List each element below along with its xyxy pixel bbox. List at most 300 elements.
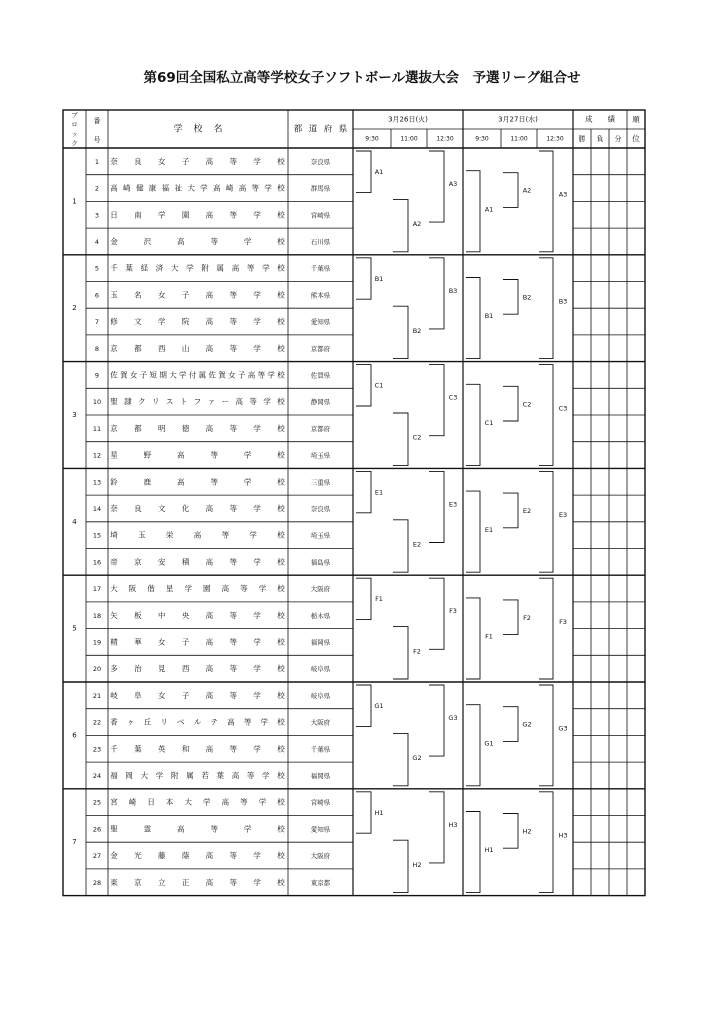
svg-text:大: 大 [140, 770, 149, 780]
bracket-game1-day2 [466, 491, 480, 572]
svg-text:治: 治 [134, 664, 142, 674]
bracket-game2-day2 [503, 173, 518, 208]
svg-text:高: 高 [205, 851, 214, 861]
school-name [110, 476, 285, 486]
game-label: A3 [558, 190, 568, 199]
svg-text:高: 高 [235, 397, 243, 407]
school-number: 1 [94, 157, 100, 166]
svg-text:立: 立 [157, 877, 166, 887]
bracket-game1 [356, 471, 371, 512]
svg-text:栄: 栄 [165, 530, 174, 540]
svg-text:都: 都 [134, 423, 142, 433]
svg-text:校: 校 [277, 156, 285, 166]
svg-text:高: 高 [193, 530, 202, 540]
school-name [110, 530, 285, 540]
bracket-game1-day2 [466, 384, 480, 465]
bracket-game2-day2 [503, 814, 518, 849]
svg-text:高: 高 [205, 664, 214, 674]
svg-text:校: 校 [277, 423, 285, 433]
svg-text:本: 本 [165, 797, 174, 807]
svg-text:女: 女 [157, 690, 166, 700]
svg-text:埼: 埼 [110, 530, 118, 540]
svg-text:鈴: 鈴 [110, 477, 118, 487]
svg-text:奈: 奈 [110, 156, 118, 166]
svg-text:高: 高 [205, 690, 214, 700]
svg-text:福: 福 [161, 183, 170, 193]
svg-text:沢: 沢 [143, 236, 152, 246]
game-label: G1 [484, 739, 494, 748]
school-prefecture: 埼玉県 [310, 531, 331, 540]
svg-text:テ: テ [210, 717, 218, 727]
game-label: B3 [448, 286, 458, 295]
header-time: 12:30 [546, 135, 564, 143]
school-number: 25 [92, 798, 102, 807]
bracket-game1-day2 [466, 705, 480, 786]
svg-text:学: 学 [253, 503, 261, 513]
school-name [110, 717, 285, 727]
svg-text:高: 高 [177, 477, 185, 487]
header-win: 勝 [578, 135, 586, 143]
school-prefecture: 福岡県 [310, 638, 331, 647]
svg-text:積: 積 [181, 557, 190, 567]
school-number: 17 [92, 585, 102, 594]
svg-text:高: 高 [238, 183, 247, 193]
svg-text:付: 付 [188, 370, 197, 380]
game-label: B2 [522, 293, 532, 302]
svg-text:学: 学 [186, 263, 194, 273]
svg-text:校: 校 [277, 290, 285, 300]
svg-text:等: 等 [229, 690, 238, 700]
school-name [110, 583, 285, 593]
svg-text:野: 野 [143, 450, 152, 460]
svg-text:ク: ク [138, 397, 146, 407]
school-name [110, 423, 285, 433]
svg-text:等: 等 [240, 584, 248, 594]
block-number: 3 [72, 411, 77, 419]
school-prefecture: 宮崎県 [310, 211, 331, 220]
svg-text:等: 等 [257, 370, 266, 380]
svg-text:学: 学 [157, 210, 166, 220]
svg-text:属: 属 [216, 263, 225, 273]
svg-text:校: 校 [277, 877, 285, 887]
school-prefecture: 栃木県 [310, 611, 331, 620]
svg-text:校: 校 [277, 797, 285, 807]
svg-text:等: 等 [229, 503, 238, 513]
svg-text:南: 南 [134, 210, 142, 220]
svg-text:学: 学 [260, 717, 269, 727]
header-block-label: ロ [71, 120, 78, 129]
svg-text:等: 等 [229, 423, 238, 433]
school-prefecture: 大阪府 [310, 852, 331, 861]
svg-text:子: 子 [181, 690, 190, 700]
header-school-label [173, 123, 222, 135]
svg-text:多: 多 [110, 664, 118, 674]
bracket-game3 [429, 685, 444, 756]
bracket-game3 [429, 578, 444, 649]
svg-text:子: 子 [139, 370, 148, 380]
svg-text:属: 属 [198, 370, 207, 380]
svg-text:等: 等 [246, 263, 255, 273]
svg-text:岡: 岡 [125, 770, 133, 780]
svg-text:道: 道 [308, 124, 318, 135]
header-block-label: ッ [71, 130, 78, 138]
header-num-label: 号 [93, 136, 101, 144]
svg-text:板: 板 [134, 610, 142, 620]
school-prefecture: 千葉県 [310, 264, 331, 273]
school-name [110, 610, 285, 620]
svg-text:等: 等 [229, 557, 238, 567]
school-prefecture: 千葉県 [310, 745, 331, 754]
svg-text:園: 園 [181, 210, 190, 220]
bracket-game2 [393, 627, 408, 679]
svg-text:崎: 崎 [225, 183, 234, 193]
game-label: G2 [522, 720, 532, 729]
school-prefecture: 福岡県 [310, 771, 331, 780]
svg-text:女: 女 [157, 290, 166, 300]
svg-text:等: 等 [210, 824, 218, 834]
school-name [110, 823, 285, 833]
svg-text:学: 学 [253, 637, 261, 647]
school-number: 14 [92, 504, 102, 513]
bracket-game3 [429, 471, 444, 542]
game-label: E3 [448, 500, 458, 509]
school-name [110, 289, 285, 299]
svg-text:大: 大 [110, 584, 118, 594]
svg-text:鹿: 鹿 [143, 477, 152, 487]
school-number: 20 [92, 665, 102, 674]
block-number: 1 [72, 197, 77, 206]
game-label: A1 [374, 168, 384, 177]
game-label: E3 [558, 511, 568, 520]
svg-text:等: 等 [210, 450, 218, 460]
svg-text:学: 学 [179, 370, 187, 380]
svg-text:玉: 玉 [138, 530, 146, 540]
svg-text:聖: 聖 [110, 397, 118, 407]
header-draw: 分 [614, 135, 622, 143]
school-number: 6 [94, 291, 100, 300]
game-label: C3 [448, 393, 458, 402]
svg-text:華: 華 [134, 637, 142, 647]
school-prefecture: 三重県 [310, 478, 331, 487]
svg-text:校: 校 [277, 343, 285, 353]
svg-text:隷: 隷 [124, 397, 132, 407]
school-number: 22 [92, 718, 102, 727]
game-label: H1 [374, 808, 384, 817]
game-label: B1 [374, 274, 384, 283]
svg-text:等: 等 [249, 397, 257, 407]
svg-text:学: 学 [249, 530, 257, 540]
bracket-game2 [393, 520, 408, 572]
svg-text:高: 高 [227, 717, 235, 727]
svg-text:大: 大 [187, 183, 195, 193]
svg-text:名: 名 [213, 124, 223, 135]
school-number: 28 [92, 878, 102, 887]
svg-text:等: 等 [229, 637, 238, 647]
school-prefecture: 京都府 [310, 424, 331, 433]
school-prefecture: 熊本県 [310, 291, 331, 300]
game-label: C3 [558, 404, 568, 413]
school-name [110, 450, 285, 460]
game-label: H1 [484, 846, 494, 855]
svg-text:高: 高 [205, 877, 214, 887]
school-name [110, 236, 285, 246]
game-label: A2 [412, 220, 422, 229]
svg-text:宮: 宮 [110, 797, 118, 807]
school-prefecture: 奈良県 [310, 157, 331, 166]
school-number: 19 [92, 638, 102, 647]
svg-text:崎: 崎 [128, 797, 137, 807]
game-label: F1 [375, 595, 383, 604]
school-prefecture: 岐阜県 [310, 691, 331, 700]
game-label: F2 [523, 613, 531, 622]
svg-text:女: 女 [157, 156, 166, 166]
svg-text:正: 正 [181, 877, 190, 887]
svg-text:千: 千 [110, 263, 118, 273]
svg-text:子: 子 [181, 156, 190, 166]
bracket-game2-day2 [503, 600, 518, 635]
svg-text:高: 高 [231, 770, 240, 780]
game-label: F3 [559, 617, 567, 626]
svg-text:星: 星 [110, 450, 118, 460]
svg-text:学: 学 [262, 263, 270, 273]
svg-text:リ: リ [160, 717, 168, 727]
school-prefecture: 岐阜県 [310, 665, 331, 674]
svg-text:短: 短 [149, 370, 158, 380]
svg-text:京: 京 [134, 557, 142, 567]
game-label: G2 [412, 754, 422, 763]
school-number: 2 [94, 184, 100, 193]
svg-text:大: 大 [169, 370, 177, 380]
svg-text:等: 等 [210, 236, 218, 246]
svg-text:佐: 佐 [110, 370, 118, 380]
svg-text:玉: 玉 [110, 290, 118, 300]
game-label: G3 [448, 714, 458, 723]
svg-text:フ: フ [193, 397, 202, 407]
svg-text:高: 高 [205, 156, 214, 166]
svg-text:高: 高 [231, 263, 240, 273]
svg-text:安: 安 [157, 557, 166, 567]
svg-text:子: 子 [181, 290, 190, 300]
svg-text:千: 千 [110, 744, 118, 754]
bracket-game3-day2 [539, 258, 553, 359]
svg-text:ー: ー [221, 397, 230, 407]
block-number: 5 [72, 624, 77, 633]
bracket-game3-day2 [539, 792, 553, 893]
school-name [110, 369, 285, 379]
svg-text:金: 金 [110, 851, 118, 861]
header-block-label: ブ [71, 111, 78, 119]
block-number: 6 [72, 731, 77, 740]
bracket-game1 [356, 792, 371, 833]
header-time: 12:30 [436, 135, 454, 143]
svg-text:等: 等 [229, 877, 238, 887]
game-label: C2 [412, 433, 422, 442]
svg-text:等: 等 [221, 530, 230, 540]
bracket-game1 [356, 365, 371, 406]
game-label: H2 [412, 860, 422, 869]
svg-text:園: 園 [203, 584, 211, 594]
school-number: 7 [94, 318, 100, 327]
game-label: C1 [374, 381, 384, 390]
svg-text:校: 校 [277, 744, 285, 754]
svg-text:学: 学 [243, 477, 252, 487]
bracket-game2-day2 [503, 707, 518, 742]
svg-text:徳: 徳 [181, 423, 190, 433]
school-name [110, 797, 285, 807]
svg-text:ル: ル [193, 717, 202, 727]
svg-text:祉: 祉 [174, 183, 182, 193]
svg-text:等: 等 [229, 664, 238, 674]
school-prefecture: 埼玉県 [310, 451, 331, 460]
svg-text:崎: 崎 [123, 183, 131, 193]
bracket-game2-day2 [503, 386, 518, 421]
svg-text:修: 修 [110, 317, 118, 327]
school-name [110, 636, 285, 646]
svg-text:賀: 賀 [218, 370, 226, 380]
header-time: 9:30 [475, 135, 489, 143]
svg-text:聖: 聖 [110, 824, 118, 834]
bracket-game2 [393, 199, 408, 251]
svg-text:藤: 藤 [157, 851, 166, 861]
svg-text:央: 央 [181, 610, 190, 620]
svg-text:高: 高 [205, 290, 214, 300]
svg-text:化: 化 [181, 503, 190, 513]
school-name [110, 743, 285, 753]
svg-text:阪: 阪 [128, 584, 137, 594]
bracket-game1-day2 [466, 278, 480, 359]
svg-text:子: 子 [181, 637, 190, 647]
svg-text:阜: 阜 [134, 690, 142, 700]
svg-text:学: 学 [267, 370, 275, 380]
school-number: 5 [94, 264, 100, 273]
block-number: 4 [72, 517, 77, 526]
svg-text:校: 校 [277, 183, 285, 193]
svg-text:奈: 奈 [110, 503, 118, 513]
svg-text:学: 学 [262, 770, 270, 780]
school-prefecture: 静岡県 [310, 398, 331, 407]
school-prefecture: 福島県 [310, 558, 331, 567]
bracket-game3 [429, 258, 444, 329]
svg-text:文: 文 [157, 503, 166, 513]
svg-text:学: 学 [173, 124, 183, 135]
svg-text:蔭: 蔭 [181, 851, 190, 861]
svg-text:康: 康 [148, 183, 157, 193]
bracket-game3 [429, 792, 444, 863]
svg-text:偕: 偕 [147, 584, 155, 594]
svg-text:星: 星 [165, 584, 174, 594]
svg-text:葉: 葉 [134, 744, 142, 754]
school-name [110, 343, 285, 353]
svg-text:良: 良 [134, 503, 142, 513]
svg-text:西: 西 [181, 664, 190, 674]
school-name [110, 209, 285, 219]
svg-text:校: 校 [277, 210, 285, 220]
svg-text:丘: 丘 [143, 717, 152, 727]
svg-text:精: 精 [110, 637, 118, 647]
header-time: 9:30 [365, 135, 379, 143]
school-number: 18 [92, 611, 102, 620]
school-number: 12 [92, 451, 102, 460]
school-name [110, 690, 285, 700]
svg-text:校: 校 [277, 370, 285, 380]
svg-text:和: 和 [181, 744, 190, 754]
svg-text:学: 学 [253, 557, 261, 567]
header-day1: 3月26日(火) [388, 115, 428, 124]
school-name [110, 770, 285, 780]
svg-text:校: 校 [277, 477, 285, 487]
bracket-game2 [393, 413, 408, 465]
game-label: C2 [522, 400, 532, 409]
svg-text:等: 等 [210, 477, 218, 487]
school-prefecture: 愛知県 [310, 825, 331, 834]
svg-text:附: 附 [170, 770, 179, 780]
svg-text:校: 校 [277, 664, 285, 674]
school-number: 13 [92, 478, 102, 487]
svg-text:等: 等 [229, 317, 238, 327]
game-label: F2 [413, 647, 421, 656]
svg-text:葉: 葉 [125, 263, 133, 273]
svg-text:校: 校 [277, 236, 285, 246]
game-label: B2 [412, 326, 422, 335]
svg-text:ァ: ァ [207, 397, 216, 407]
game-label: E2 [412, 540, 422, 549]
bracket-game2-day2 [503, 493, 518, 528]
school-prefecture: 群馬県 [310, 184, 331, 193]
school-name [110, 503, 285, 513]
school-name [110, 396, 285, 406]
header-loss: 負 [596, 135, 604, 143]
svg-text:福: 福 [110, 770, 118, 780]
svg-text:等: 等 [229, 343, 238, 353]
svg-text:帝: 帝 [110, 557, 118, 567]
school-prefecture: 奈良県 [310, 504, 331, 513]
svg-text:中: 中 [157, 610, 166, 620]
svg-text:校: 校 [193, 124, 203, 135]
svg-text:学: 学 [263, 397, 271, 407]
header-results: 成 績 [585, 114, 615, 124]
svg-text:等: 等 [229, 210, 238, 220]
svg-text:英: 英 [157, 744, 166, 754]
svg-text:矢: 矢 [110, 610, 118, 620]
svg-text:子: 子 [237, 370, 246, 380]
svg-text:若: 若 [201, 770, 209, 780]
game-label: F1 [485, 632, 493, 641]
svg-text:校: 校 [277, 637, 285, 647]
svg-text:東: 東 [110, 877, 118, 887]
svg-text:西: 西 [157, 343, 166, 353]
svg-text:学: 学 [264, 183, 272, 193]
svg-text:校: 校 [277, 690, 285, 700]
school-number: 11 [92, 424, 102, 433]
game-label: H3 [448, 820, 458, 829]
svg-text:高: 高 [205, 210, 214, 220]
bracket-game1-day2 [466, 598, 480, 679]
svg-text:佐: 佐 [208, 370, 216, 380]
svg-text:校: 校 [277, 317, 285, 327]
svg-text:附: 附 [201, 263, 209, 273]
svg-text:高: 高 [221, 797, 230, 807]
svg-text:山: 山 [181, 343, 190, 353]
header-pref-label [294, 124, 348, 135]
bracket-game2 [393, 306, 408, 358]
svg-text:高: 高 [177, 236, 185, 246]
svg-text:学: 学 [253, 744, 261, 754]
svg-text:府: 府 [323, 124, 333, 135]
bracket-game3-day2 [539, 151, 553, 252]
svg-text:学: 学 [253, 343, 261, 353]
svg-text:高: 高 [110, 183, 118, 193]
school-number: 8 [94, 344, 100, 353]
